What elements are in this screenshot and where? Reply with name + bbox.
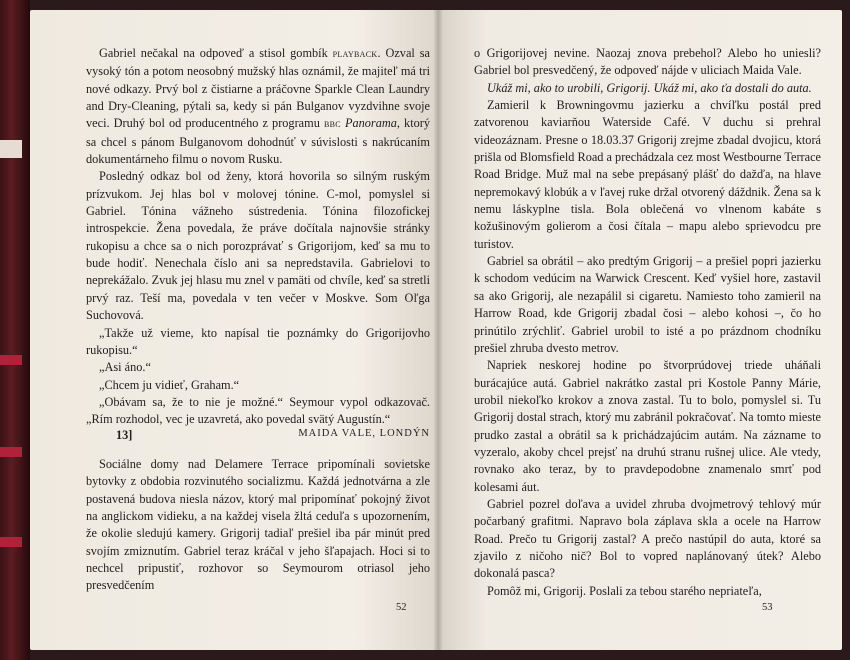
paragraph: o Grigorijovej nevine. Naozaj znova prebehol? Alebo ho uniesli? Gabriel bol presvedčený, že odpoveď nájde v uliciach Maida Vale. [474, 46, 821, 78]
chapter-heading [86, 428, 430, 446]
book-cover-edge [0, 0, 30, 660]
paragraph: Ukáž mi, ako to urobili, Grigorij. Ukáž mi, ako ťa dostali do auta. [487, 80, 812, 95]
left-page-text-bottom [86, 456, 430, 595]
chapter-number: 13] [116, 428, 133, 442]
page-number-left: 52 [396, 602, 407, 613]
left-page [30, 10, 438, 650]
paragraph: „Obávam sa, že to nie je možné.“ Seymour vypol odkazovač. „Rím rozhodol, vec je uzavretá, ako povedal svätý Augustín.“ [86, 394, 430, 427]
paragraph: „Chcem ju vidieť, Graham.“ [99, 377, 240, 392]
book-gutter [433, 10, 443, 650]
paragraph: Gabriel nečakal na odpoveď a stisol gombík playback. Ozval sa vysoký tón a potom neosobný mužský hlas oznámil, že majiteľ má tri nové odkazy. Prvý bol z čistiarne a práčovne Sparkle Clean Laundry and Dry-Cleaning, pýtali sa, kedy si pán Bulganov vyzdvihne svoje veci. Druhý bol od producentného z programu bbc Panorama, ktorý sa chcel s pánom Bulganovom dohodnúť v súvislosti s nakrúcaním dokumentárneho filmu o novom Rusku. [86, 46, 431, 167]
paragraph: Pomôž mi, Grigorij. Poslali za tebou starého nepriateľa, [487, 583, 762, 598]
cover-decoration [0, 355, 22, 365]
paragraph: Napriek neskorej hodine po štvorprúdovej triede uháňali burácajúce autá. Gabriel nakrátko zastal pri Kostole Panny Márie, urobil niekoľko krokov a znova zastal. Tu to bolo, pomyslel si. Tu Grigorij dostal strach, ktorý mu zabránil pokračovať. Na tomto mieste prudko zastal a obrátil sa k prichádzajúcim autám. Na zázname to vyzeralo, akoby chcel prejsť na druhú stranu rušnej ulice. Ale vtedy, rovnako ako teraz, by to pravdepodobne znamenalo smrť pod kolesami áut. [474, 358, 821, 494]
left-page-text-top [86, 45, 430, 429]
cover-decoration [0, 537, 22, 547]
paragraph: „Asi áno.“ [99, 360, 151, 375]
page-number-right: 53 [762, 602, 773, 613]
paragraph: Gabriel sa obrátil – ako predtým Grigorij – a prešiel popri jazierku k schodom vedúcim na Warwick Crescent. Keď vyšiel hore, zastavil sa ako Grigorij, ale nezapálil si cigaretu. Namiesto toho zamieril na Harrow Road, kde Grigorij zbadal čosi – alebo kohosi –, čo ho prinútilo zrýchliť. Gabriel urobil to isté a po prázdnom chodníku prešiel zhruba dvesto metrov. [474, 254, 821, 355]
paragraph: Zamieril k Browningovmu jazierku a chvíľku postál pred zatvorenou kaviarňou Waterside Café. V duchu si prehral videozáznam. Presne o 18.03.37 Grigorij zrejme zbadal dvojicu, ktorá prišla od Blomsfield Road a prechádzala cez most Westbourne Terrace Road Bridge. Muž mal na sebe prepásaný plášť do dažďa, na hlave nepremokavý klobúk a v ľavej ruke držal otvorený dáždnik. Žena sa k nemu láskyplne tisla. Bola oblečená vo vlnenom kabáte s kožušinovým golierom a čosi čítala – mapu alebo sprievodcu pre turistov. [474, 98, 822, 251]
right-page [438, 10, 842, 650]
paragraph: Posledný odkaz bol od ženy, ktorá hovorila so silným ruským prízvukom. Jej hlas bol v molovej tónine. C-mol, pomyslel si Gabriel. Tónina vážneho sústredenia. Tónina filozofickej introspekcie. Žena povedala, že práve dočítala najnovšie stránky rukopisu a chce sa o nich porozprávať s Grigorijom, keď sa mu to bude hodiť. Nenechala číslo ani sa nepredstavila. Gabrielovi to neprekážalo. Zvuk jej hlasu mu znel v pamäti od chvíle, keď sa stretli prvý raz. Teší ma, povedala v ten večer v Moskve. Som Oľga Suchovová. [86, 169, 430, 323]
right-page-text [474, 45, 821, 600]
cover-decoration [0, 140, 22, 158]
paragraph: Gabriel pozrel doľava a uvidel zhruba dvojmetrový tehlový múr počarbaný grafitmi. Napravo bola záplava skla a ocele na Harrow Road. Prečo tu Grigorij zastal? A prečo nastúpil do auta, ktoré sa zjavilo z ničoho nič? Bol to vopred naplánovaný útek? Alebo dokonalá pasca? [474, 496, 821, 581]
paragraph: Sociálne domy nad Delamere Terrace pripomínali sovietske bytovky z obdobia rozvinutého socializmu. Každá jednotvárna a zle postavená budova niesla názov, ktorý mal pripomínať pokojný život na anglickom vidieku, a na každej visela žltá ceduľa s upozornením, že okolie sledujú kamery. Grigorij tadiaľ prešiel iba pár minút pred svojím zmiznutím. Gabriel teraz kráčal v jeho šľapajach. Hoci si to nechcel pripustiť, rozhovor so Seymourom otriasol jeho presvedčením [86, 457, 430, 593]
cover-decoration [0, 447, 22, 457]
paragraph: „Takže už vieme, kto napísal tie poznámky do Grigorijovho rukopisu.“ [86, 325, 430, 357]
chapter-location: MAIDA VALE, LONDÝN [298, 428, 430, 439]
